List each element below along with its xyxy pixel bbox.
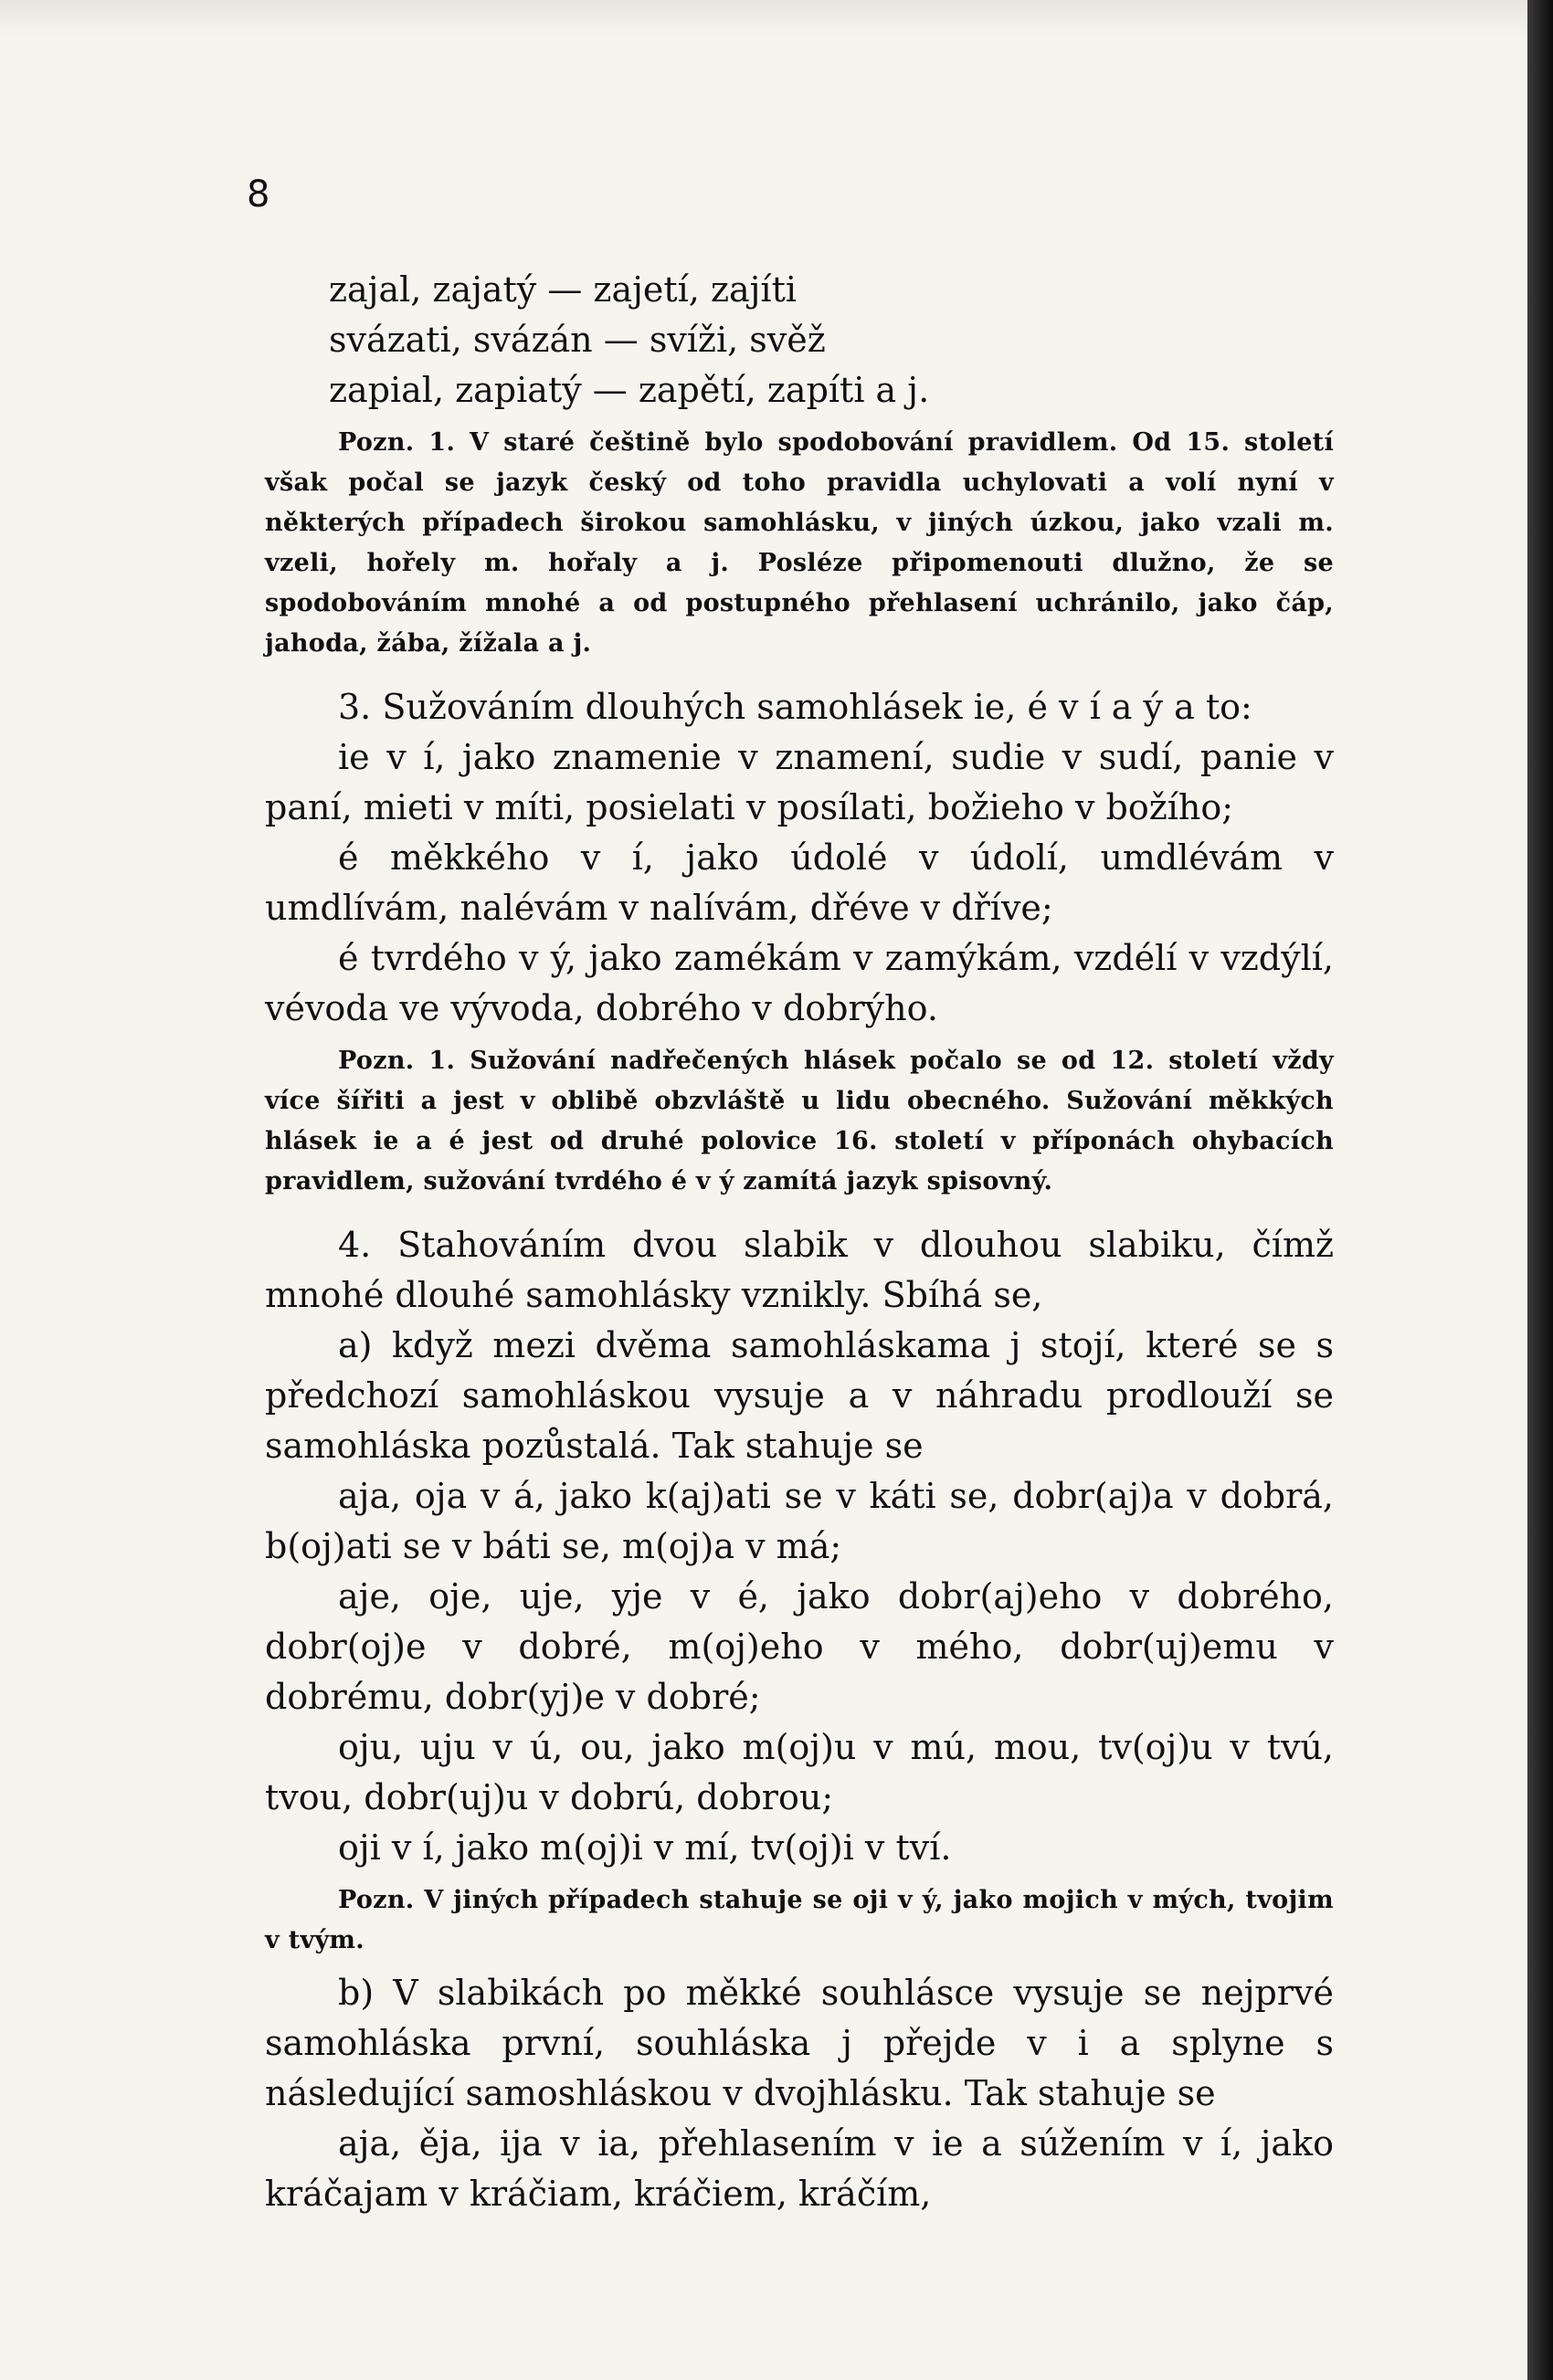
page-body xyxy=(265,265,1334,2219)
section-4-rule-a: a) když mezi dvěma samohláskama j stojí, které se s předchozí samohláskou vysuje a v náhradu prodlouží se samohláska pozůstalá. Tak stahuje se xyxy=(265,1325,1334,1466)
scan-top-shading xyxy=(0,0,1527,37)
section-4-heading: 4. Stahováním dvou slabik v dlouhou slabiku, čímž mnohé dlouhé samohlásky vznikly. Sbíhá se, xyxy=(265,1225,1334,1315)
section-3-rule-e-soft: é měkkého v í, jako údolé v údolí, umdlévám v umdlívám, nalévám v nalívám, dřéve v dříve; xyxy=(265,837,1334,928)
example-line-2: svázati, svázán — svíži, svěž xyxy=(329,320,826,360)
section-3-heading: 3. Sužováním dlouhých samohlásek ie, é v í a ý a to: xyxy=(338,687,1252,727)
section-4-example-a3: oju, uju v ú, ou, jako m(oj)u v mú, mou, tv(oj)u v tvú, tvou, dobr(uj)u v dobrú, dobrou; xyxy=(265,1727,1334,1817)
section-3-rule-ie: ie v í, jako znamenie v znamení, sudie v sudí, panie v paní, mieti v míti, posielati v posílati, božieho v božího; xyxy=(265,737,1334,827)
section-4-example-a4: oji v í, jako m(oj)i v mí, tv(oj)i v tví. xyxy=(338,1827,952,1868)
section-3-rule-e-hard: é tvrdého v ý, jako zamékám v zamýkám, vzdélí v vzdýlí, vévoda ve vývoda, dobrého v dobrýho. xyxy=(265,938,1334,1028)
section-4-example-a1: aja, oja v á, jako k(aj)ati se v káti se, dobr(aj)a v dobrá, b(oj)ati se v báti se, m(oj)a v má; xyxy=(265,1476,1334,1566)
footnote-spodobovani: Pozn. 1. V staré češtině bylo spodobování pravidlem. Od 15. století však počal se jazyk český od toho pravidla uchylovati a volí nyní v některých případech širokou samohlásku, v jiných úzkou, jako vzali m. vzeli, hořely m. hořaly a j. Posléze připomenouti dlužno, že se spodobováním mnohé a od postupného přehlasení uchránilo, jako čáp, jahoda, žába, žížala a j. xyxy=(265,428,1334,658)
footnote-stahovani: Pozn. V jiných případech stahuje se oji v ý, jako mojich v mých, tvojim v tvým. xyxy=(265,1886,1334,1954)
example-line-1: zajal, zajatý — zajetí, zajíti xyxy=(329,269,797,310)
section-4-rule-b: b) V slabikách po měkké souhlásce vysuje se nejprvé samohláska první, souhláska j přejde v i a splyne s následující samoshláskou v dvojhlásku. Tak stahuje se xyxy=(265,1973,1334,2113)
footnote-suzovani: Pozn. 1. Sužování nadřečených hlásek počalo se od 12. století vždy více šířiti a jest v oblibě obzvláště u lidu obecného. Sužování měkkých hlásek ie a é jest od druhé polovice 16. století v příponách ohybacích pravidlem, sužování tvrdého é v ý zamítá jazyk spisovný. xyxy=(265,1047,1334,1195)
section-4-example-a2: aje, oje, uje, yje v é, jako dobr(aj)eho v dobrého, dobr(oj)e v dobré, m(oj)eho v mého, dobr(uj)emu v dobrému, dobr(yj)e v dobré; xyxy=(265,1576,1334,1717)
scan-right-edge xyxy=(1527,0,1553,2380)
section-4-example-b1: aja, ěja, ija v ia, přehlasením v ie a súžením v í, jako kráčajam v kráčiam, kráčiem, kráčím, xyxy=(265,2123,1334,2214)
example-line-3: zapial, zapiatý — zapětí, zapíti a j. xyxy=(329,370,930,410)
page-number: 8 xyxy=(247,174,270,216)
